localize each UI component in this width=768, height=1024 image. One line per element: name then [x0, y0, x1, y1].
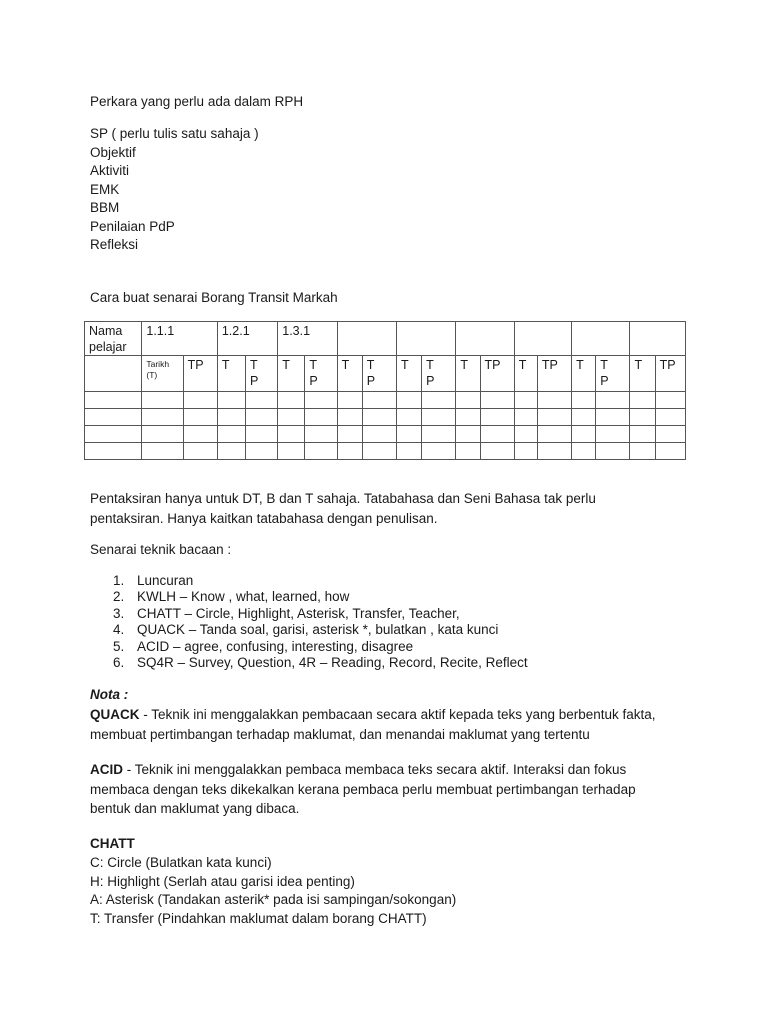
t-cell: T [572, 356, 596, 392]
chatt-items-list [90, 854, 456, 928]
table-row [85, 443, 686, 460]
code-cell: 1.2.1 [217, 322, 277, 356]
tp-cell: TP [655, 356, 685, 392]
empty-cell [630, 322, 686, 356]
tp-split-cell: T P [305, 356, 337, 392]
rph-item: Refleksi [90, 237, 139, 252]
tarikh-cell: Tarikh (T) [142, 356, 183, 392]
chatt-item: C: Circle (Bulatkan kata kunci) [90, 855, 272, 870]
chatt-item: T: Transfer (Pindahkan maklumat dalam borang CHATT) [90, 910, 427, 926]
nota-label: Nota : [90, 687, 129, 702]
empty-cell [85, 356, 142, 392]
rph-item: Aktiviti [90, 163, 130, 178]
tp-cell: TP [183, 356, 217, 392]
table-row [85, 392, 686, 409]
empty-cell [397, 322, 456, 356]
t-cell: T [630, 356, 655, 392]
t-cell: T [397, 356, 422, 392]
tp-split-cell: T P [246, 356, 278, 392]
chatt-label: CHATT [90, 836, 135, 851]
rph-items-list [90, 125, 259, 255]
table-header-row [85, 322, 686, 356]
rph-item: Objektif [90, 144, 136, 160]
t-cell: T [514, 356, 537, 392]
transit-title: Cara buat senarai Borang Transit Markah [90, 290, 338, 305]
chatt-item: A: Asterisk (Tandakan asterik* pada isi sampingan/sokongan) [90, 892, 457, 907]
rph-item: EMK [90, 181, 120, 197]
t-cell: T [337, 356, 362, 392]
techniques-title: Senarai teknik bacaan : [90, 542, 232, 557]
rph-item: SP ( perlu tulis satu sahaja ) [90, 126, 259, 141]
t-cell: T [217, 356, 245, 392]
techniques-list [90, 573, 528, 671]
rph-item: BBM [90, 200, 120, 215]
tp-split-cell: T P [362, 356, 396, 392]
t-cell: T [278, 356, 305, 392]
acid-label: ACID [90, 762, 123, 777]
list-item: 3. CHATT – Circle, Highlight, Asterisk, Transfer, Teacher, [113, 605, 460, 621]
list-item: 2. KWLH – Know , what, learned, how [113, 589, 350, 605]
name-header-cell: Nama pelajar [85, 322, 142, 356]
table-row [85, 409, 686, 426]
quack-text: - Teknik ini menggalakkan pembacaan secara aktif kepada teks yang berbentuk fakta, membuat pertimbangan terhadap maklumat, dan menandai maklumat yang tertentu [90, 707, 656, 742]
code-cell: 1.1.1 [142, 322, 217, 356]
empty-cell [456, 322, 514, 356]
table-subheader-row [85, 356, 686, 392]
chatt-item: H: Highlight (Serlah atau garisi idea penting) [90, 873, 355, 889]
table-row [85, 426, 686, 443]
tp-cell: TP [537, 356, 571, 392]
list-item: 6. SQ4R – Survey, Question, 4R – Reading, Record, Recite, Reflect [113, 655, 528, 671]
page-heading: Perkara yang perlu ada dalam RPH [90, 94, 304, 109]
t-cell: T [456, 356, 480, 392]
code-cell: 1.3.1 [278, 322, 337, 356]
list-item: 1. Luncuran [113, 573, 194, 588]
quack-label: QUACK [90, 707, 140, 722]
rph-item: Penilaian PdP [90, 218, 175, 234]
list-item: 5. ACID – agree, confusing, interesting, disagree [113, 638, 414, 654]
acid-text: - Teknik ini menggalakkan pembaca membaca teks secara aktif. Interaksi dan fokus membaca dengan teks dikekalkan kerana pembaca perlu membuat pertimbangan terhadap bentuk dan maklumat yang dibaca. [90, 762, 636, 816]
transit-markah-table [84, 321, 686, 460]
assessment-note: Pentaksiran hanya untuk DT, B dan T sahaja. Tatabahasa dan Seni Bahasa tak perlu pentaksiran. Hanya kaitkan tatabahasa dengan penulisan. [90, 491, 596, 526]
tp-split-cell: T P [422, 356, 456, 392]
empty-cell [514, 322, 571, 356]
acid-note [90, 760, 665, 819]
empty-cell [572, 322, 630, 356]
list-item: 4. QUACK – Tanda soal, garisi, asterisk *, bulatkan , kata kunci [113, 622, 499, 638]
quack-note [90, 705, 680, 744]
tp-cell: TP [480, 356, 514, 392]
tp-split-cell: T P [596, 356, 630, 392]
empty-cell [337, 322, 396, 356]
